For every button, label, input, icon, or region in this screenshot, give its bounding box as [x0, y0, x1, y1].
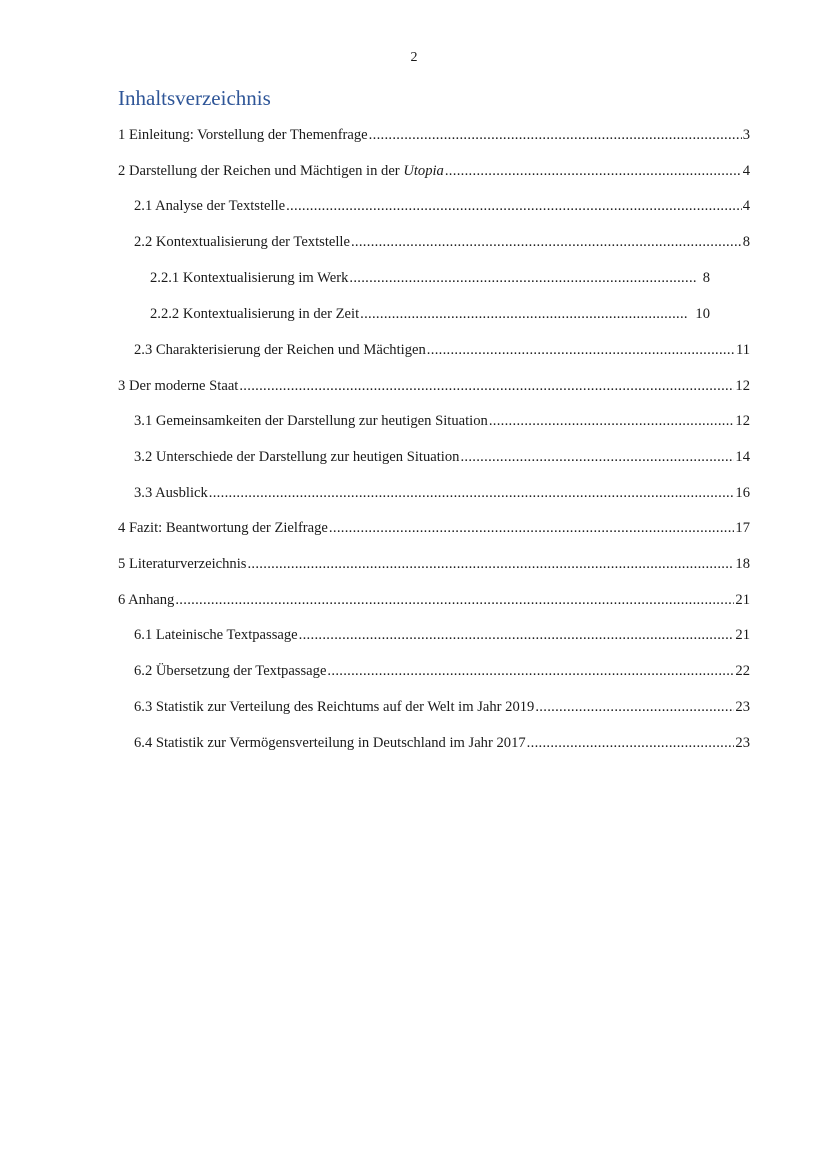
toc-entry-page: 21: [735, 592, 750, 608]
toc-entry-label: 5 Literaturverzeichnis: [118, 556, 247, 572]
toc-entry-label: 3.1 Gemeinsamkeiten der Darstellung zur heutigen Situation: [134, 413, 488, 429]
toc-leader-dots: [427, 341, 735, 359]
toc-leader-dots: [527, 734, 735, 752]
toc-entry-page: 4: [742, 198, 750, 214]
toc-entry-3-2[interactable]: [134, 448, 750, 466]
toc-entry-label: 2.3 Charakterisierung der Reichen und Mächtigen: [134, 342, 426, 358]
toc-entry-page: 4: [742, 163, 750, 179]
toc-entry-label: 3.3 Ausblick: [134, 485, 208, 501]
toc-entry-page: 18: [735, 556, 750, 572]
toc-leader-dots: [209, 484, 735, 502]
toc-entry-2[interactable]: [118, 162, 750, 180]
toc-entry-2-1[interactable]: [134, 197, 750, 215]
toc-entry-page: 8: [702, 270, 710, 286]
toc-entry-2-2-1[interactable]: [150, 269, 710, 287]
toc-entry-2-3[interactable]: [134, 341, 750, 359]
toc-entry-page: 23: [735, 699, 750, 715]
toc-entry-page: 22: [735, 663, 750, 679]
toc-leader-dots: [489, 412, 735, 430]
toc-entry-6-2[interactable]: [134, 662, 750, 680]
toc-entry-6-4[interactable]: [134, 734, 750, 752]
toc-entry-label: 2.2 Kontextualisierung der Textstelle: [134, 234, 350, 250]
toc-leader-dots: [460, 448, 734, 466]
toc-entry-2-2-2[interactable]: [150, 305, 710, 323]
toc-leader-dots: [247, 555, 734, 573]
toc-entry-label: 4 Fazit: Beantwortung der Zielfrage: [118, 520, 328, 536]
toc-entry-4[interactable]: [118, 519, 750, 537]
toc-entry-label: 2.2.1 Kontextualisierung im Werk: [150, 270, 349, 286]
toc-entry-label: 2.1 Analyse der Textstelle: [134, 198, 286, 214]
toc-entry-page: 10: [695, 306, 710, 322]
toc-entry-5[interactable]: [118, 555, 750, 573]
toc-entry-label: 3 Der moderne Staat: [118, 378, 239, 394]
toc-entry-page: 17: [735, 520, 750, 536]
toc-leader-dots: [535, 698, 734, 716]
toc-leader-dots: [351, 233, 742, 251]
toc-entry-page: 8: [742, 234, 750, 250]
toc-entry-page: 12: [735, 413, 750, 429]
toc-leader-dots: [327, 662, 734, 680]
toc-entry-page: 23: [735, 735, 750, 751]
toc-entry-page: 16: [735, 485, 750, 501]
toc-leader-dots: [369, 126, 742, 144]
toc-entry-label: 6.2 Übersetzung der Textpassage: [134, 663, 327, 679]
toc-entry-label: 6.4 Statistik zur Vermögensverteilung in Deutschland im Jahr 2017: [134, 735, 526, 751]
toc-entry-3-3[interactable]: [134, 484, 750, 502]
toc-entry-page: 14: [735, 449, 750, 465]
toc-entry-label: 6 Anhang: [118, 592, 175, 608]
toc-leader-dots: [286, 197, 742, 215]
toc-entry-label: 3.2 Unterschiede der Darstellung zur heutigen Situation: [134, 449, 460, 465]
toc-entry-label: 1 Einleitung: Vorstellung der Themenfrage: [118, 127, 368, 143]
toc-entry-6[interactable]: [118, 591, 750, 609]
page-number: 2: [410, 50, 418, 65]
toc-entry-label: 6.3 Statistik zur Verteilung des Reichtums auf der Welt im Jahr 2019: [134, 699, 535, 715]
toc-entry-3[interactable]: [118, 377, 750, 395]
toc-entry-label: 6.1 Lateinische Textpassage: [134, 627, 298, 643]
toc-leader-dots: [360, 305, 688, 323]
toc-title: Inhaltsverzeichnis: [118, 86, 271, 110]
toc-leader-dots: [299, 626, 735, 644]
toc-entry-page: 21: [735, 627, 750, 643]
toc-leader-dots: [175, 591, 734, 609]
toc-entry-label-italic: Utopia: [403, 163, 444, 179]
toc-entry-6-1[interactable]: [134, 626, 750, 644]
toc-entry-page: 3: [742, 127, 750, 143]
toc-entry-2-2[interactable]: [134, 233, 750, 251]
toc-entry-1[interactable]: [118, 126, 750, 144]
toc-entry-page: 11: [735, 342, 750, 358]
toc-leader-dots: [445, 162, 742, 180]
toc-entry-3-1[interactable]: [134, 412, 750, 430]
toc-entry-label: 2.2.2 Kontextualisierung in der Zeit: [150, 306, 360, 322]
toc-leader-dots: [349, 269, 695, 287]
toc-leader-dots: [329, 519, 734, 537]
toc-entry-label-text: 2 Darstellung der Reichen und Mächtigen in der: [118, 163, 404, 179]
toc-leader-dots: [239, 377, 734, 395]
toc-entry-6-3[interactable]: [134, 698, 750, 716]
toc-entry-page: 12: [735, 378, 750, 394]
toc-entry-label: [118, 162, 444, 180]
